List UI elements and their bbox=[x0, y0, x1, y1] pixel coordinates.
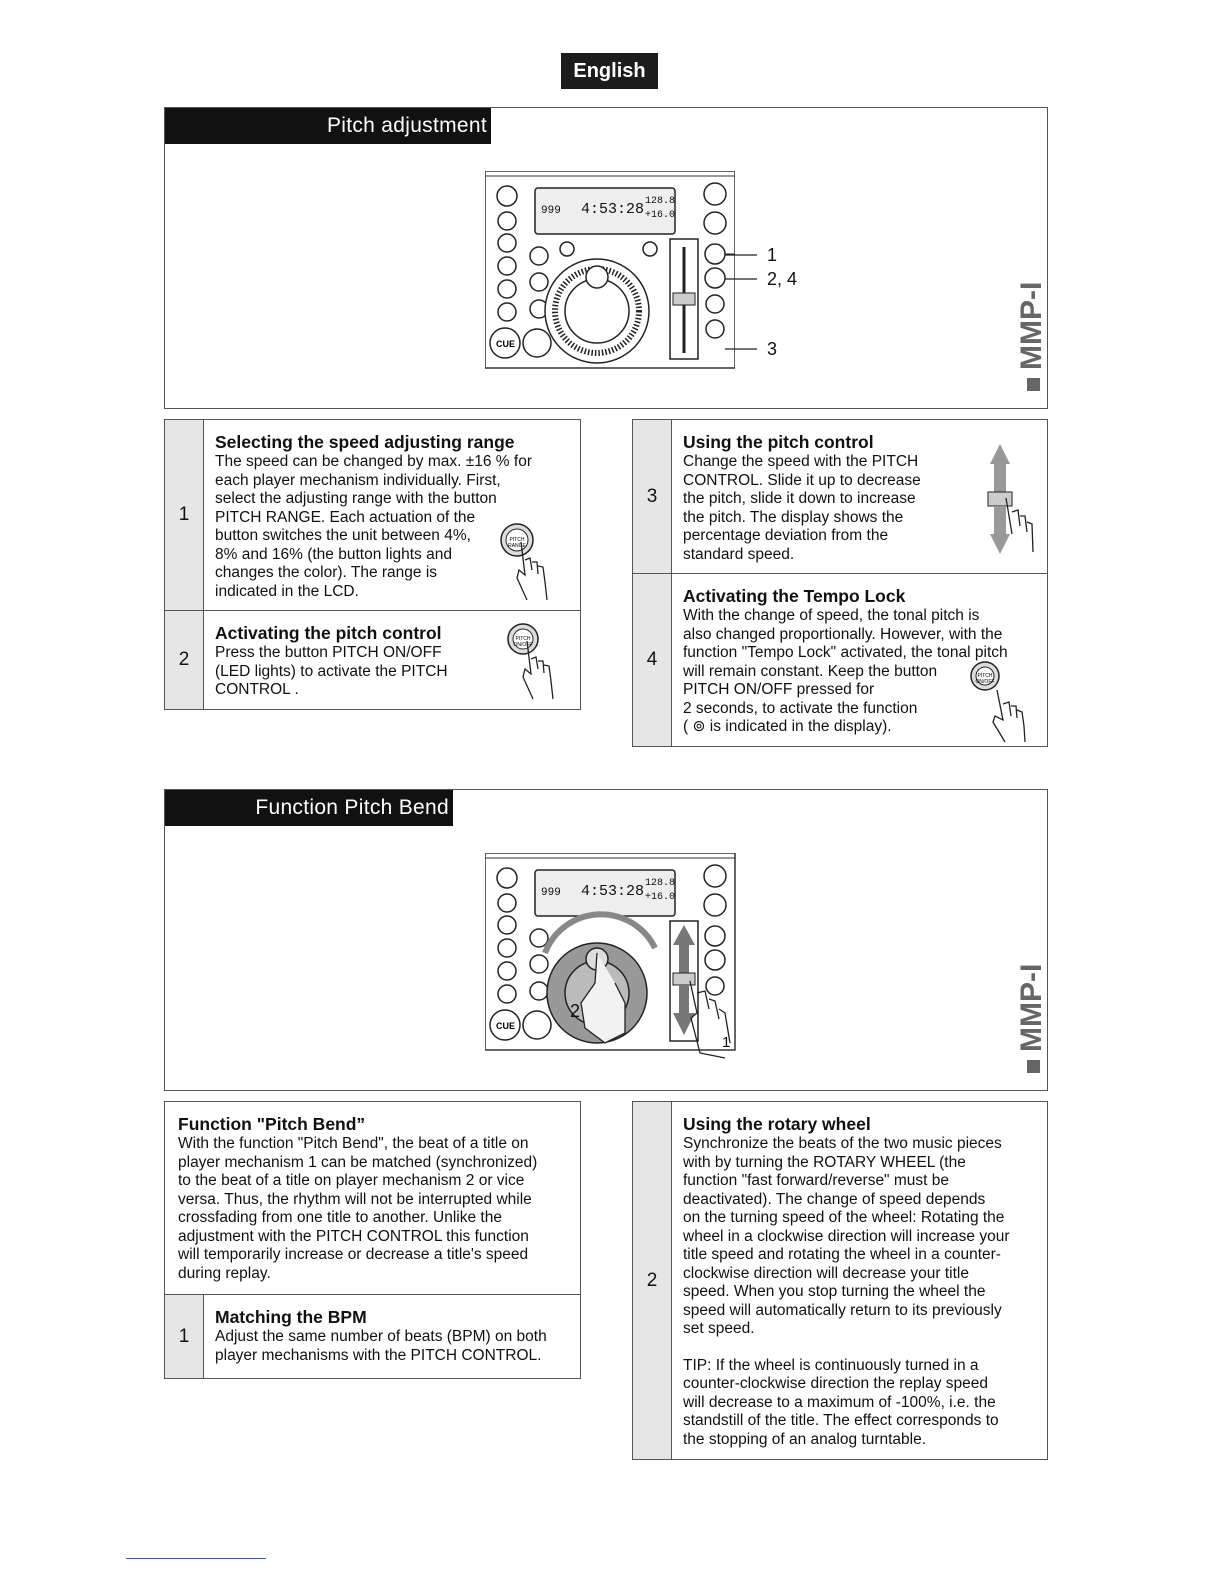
pitch-steps-left bbox=[164, 419, 581, 710]
step-title: Activating the pitch control bbox=[215, 623, 442, 643]
callout-3: 3 bbox=[767, 339, 778, 359]
step-text: Press the button PITCH ON/OFF (LED lights) to activate the PITCH CONTROL . bbox=[215, 644, 448, 698]
step-number: 1 bbox=[165, 1295, 204, 1378]
model-label: MMP-I bbox=[1015, 964, 1049, 1073]
step-title: Activating the Tempo Lock bbox=[683, 586, 906, 606]
lcd-bpm: 128.8 bbox=[645, 878, 676, 889]
cd-player-illustration bbox=[485, 171, 735, 371]
step-text: Change the speed with the PITCH CONTROL. Slide it up to decrease the pitch, slide it down to increase the pitch. The display shows the percentage deviation from the standard speed. bbox=[683, 453, 921, 563]
callout-lines bbox=[725, 248, 765, 358]
cd-player-jog-illustration bbox=[485, 853, 755, 1063]
lcd-time: 4:53:28 bbox=[581, 883, 645, 900]
step-tempo-lock bbox=[633, 574, 1047, 746]
step-matching-bpm bbox=[165, 1295, 580, 1378]
svg-text:RANGE: RANGE bbox=[508, 543, 526, 549]
step-text: With the change of speed, the tonal pitch is also changed proportionally. However, with the function "Tempo Lock" activated, the tonal pitch will remain constant. Keep the button PITCH ON/OFF pressed for 2 seconds, to activate the function ( ⊚ is indicated in the display). bbox=[683, 607, 1008, 735]
model-label: MMP-I bbox=[1015, 282, 1049, 391]
intro-title: Function "Pitch Bend” bbox=[178, 1114, 366, 1134]
model-square-icon bbox=[1027, 378, 1040, 391]
pitch-bend-panel bbox=[164, 789, 1048, 1091]
svg-text:ON/OFF: ON/OFF bbox=[513, 642, 533, 648]
lcd-pitch: +16.0 bbox=[645, 210, 676, 221]
svg-text:PITCH: PITCH bbox=[515, 636, 531, 642]
callout-1: 1 bbox=[767, 245, 778, 265]
step-activate-pitch bbox=[165, 611, 580, 709]
pitch-adjustment-panel bbox=[164, 107, 1048, 409]
pitch-bend-intro bbox=[165, 1102, 580, 1295]
fader-slide-icon bbox=[978, 442, 1038, 557]
language-badge: English bbox=[561, 53, 658, 89]
lcd-pitch: +16.0 bbox=[645, 892, 676, 903]
callout-2-4: 2, 4 bbox=[767, 269, 798, 289]
hand-hold-pitch-onoff-icon bbox=[969, 660, 1039, 744]
lcd-time: 4:53:28 bbox=[581, 201, 645, 218]
step-select-range bbox=[165, 420, 580, 611]
hand-press-pitch-onoff-icon bbox=[505, 619, 565, 701]
step-title: Matching the BPM bbox=[215, 1307, 367, 1327]
tip-text: TIP: If the wheel is continuously turned in a counter-clockwise direction the replay speed will decrease to a maximum of -100%, i.e. the standstill of the title. The effect corresponds to the stopping of an analog turntable. bbox=[683, 1356, 999, 1448]
bend-left-box bbox=[164, 1101, 581, 1379]
hand-press-pitch-range-icon bbox=[495, 520, 565, 605]
step-title: Using the rotary wheel bbox=[683, 1114, 871, 1134]
lcd-track: 999 bbox=[541, 205, 561, 217]
step-text: Synchronize the beats of the two music pieces with by turning the ROTARY WHEEL (the function "fast forward/reverse" must be deactivated). The change of speed depends on the turning speed of the wheel: Rotating the wheel in a clockwise direction will increase your title speed and rotating the wheel in a counter- clockwise direction will decrease your title speed. When you stop turning the wheel the speed will automatically return to its previously set speed. bbox=[683, 1135, 1010, 1337]
step-rotary-wheel bbox=[633, 1102, 1047, 1459]
step-number: 2 bbox=[165, 611, 204, 709]
svg-text:ON/OFF: ON/OFF bbox=[975, 679, 995, 685]
pitch-steps-right bbox=[632, 419, 1048, 747]
cue-button-label: CUE bbox=[496, 339, 516, 349]
step-title: Selecting the speed adjusting range bbox=[215, 432, 515, 452]
cue-button-label: CUE bbox=[496, 1021, 516, 1031]
intro-text: With the function "Pitch Bend", the beat of a title on player mechanism 1 can be matched (synchronized) to the beat of a title on player mechanism 2 or vice versa. Thus, the rhythm will not be interrupted while crossfading from one title to another. Unlike the adjustment with the PITCH CONTROL this function will temporarily increase or decrease a title's speed during replay. bbox=[178, 1135, 538, 1282]
step-number: 4 bbox=[633, 574, 672, 746]
callout-fader-1: 1 bbox=[722, 1034, 731, 1051]
lcd-track: 999 bbox=[541, 887, 561, 899]
step-use-pitch bbox=[633, 420, 1047, 574]
lcd-bpm: 128.8 bbox=[645, 196, 676, 207]
step-number: 1 bbox=[165, 420, 204, 610]
step-text: The speed can be changed by max. ±16 % for each player mechanism individually. First, select the adjusting range with the button PITCH RANGE. Each actuation of the button switches the unit between 4%, 8% and 16% (the button lights and changes the color). The range is indicated in the LCD. bbox=[215, 453, 532, 600]
model-square-icon bbox=[1027, 1060, 1040, 1073]
bend-right-box bbox=[632, 1101, 1048, 1460]
section-title: Pitch adjustment bbox=[165, 108, 491, 144]
step-number: 2 bbox=[633, 1102, 672, 1459]
svg-text:PITCH: PITCH bbox=[509, 537, 525, 543]
step-text: Adjust the same number of beats (BPM) on both player mechanisms with the PITCH CONTROL. bbox=[215, 1328, 547, 1364]
section-title: Function Pitch Bend bbox=[165, 790, 453, 826]
footer-rule bbox=[126, 1558, 266, 1559]
step-title: Using the pitch control bbox=[683, 432, 874, 452]
svg-text:PITCH: PITCH bbox=[977, 673, 993, 679]
callout-wheel-2: 2 bbox=[570, 1001, 581, 1021]
step-number: 3 bbox=[633, 420, 672, 573]
